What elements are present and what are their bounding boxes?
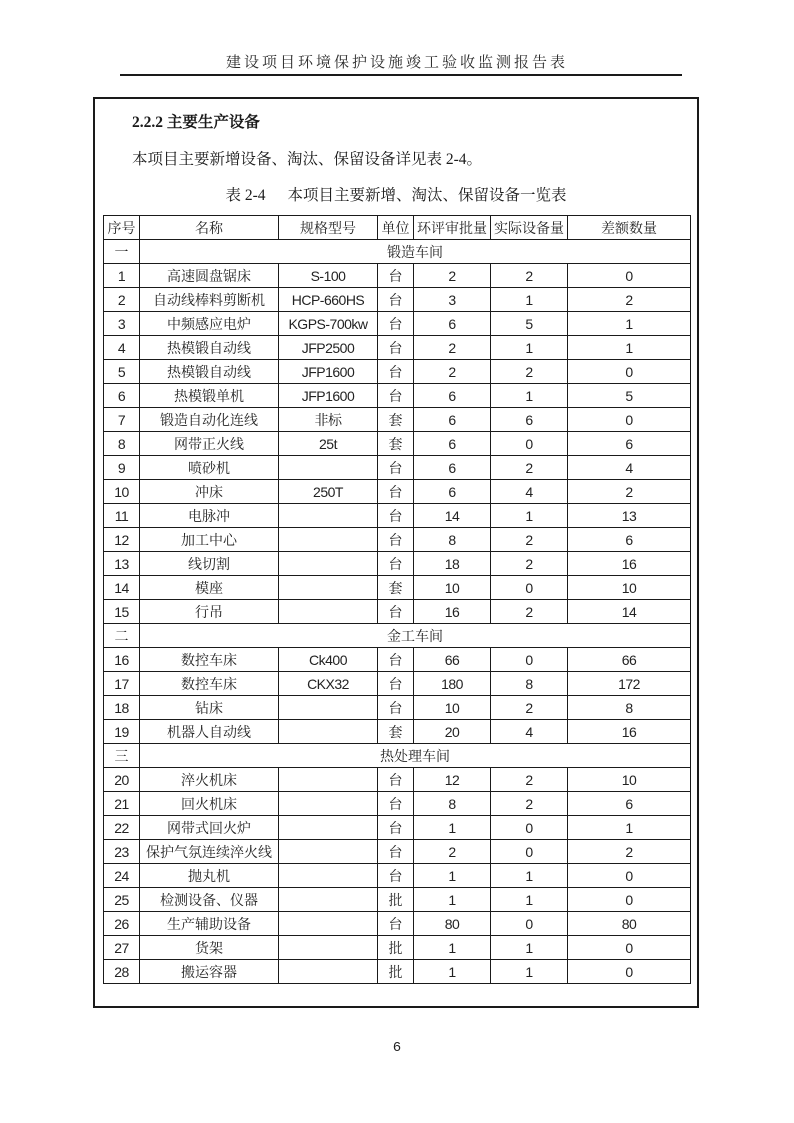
cell-diff: 0 [568, 264, 691, 288]
cell-no: 5 [104, 360, 140, 384]
content-box [93, 97, 699, 1008]
cell-spec: 非标 [279, 408, 378, 432]
cell-no: 7 [104, 408, 140, 432]
table-row [104, 840, 691, 864]
cell-spec [279, 816, 378, 840]
cell-unit: 台 [378, 456, 414, 480]
cell-diff: 0 [568, 936, 691, 960]
cell-name: 冲床 [140, 480, 279, 504]
cell-spec: KGPS-700kw [279, 312, 378, 336]
cell-spec [279, 888, 378, 912]
cell-approved: 12 [414, 768, 491, 792]
cell-no: 27 [104, 936, 140, 960]
cell-diff: 6 [568, 792, 691, 816]
cell-no: 8 [104, 432, 140, 456]
cell-actual: 0 [491, 576, 568, 600]
cell-unit: 台 [378, 672, 414, 696]
cell-unit: 台 [378, 600, 414, 624]
table-caption-title: 本项目主要新增、淘汰、保留设备一览表 [287, 187, 567, 204]
cell-diff: 16 [568, 552, 691, 576]
section-row [104, 744, 691, 768]
cell-unit: 台 [378, 840, 414, 864]
cell-spec [279, 792, 378, 816]
cell-diff: 0 [568, 864, 691, 888]
cell-diff: 10 [568, 576, 691, 600]
column-header-1: 名称 [140, 216, 279, 240]
cell-no: 26 [104, 912, 140, 936]
cell-diff: 0 [568, 960, 691, 984]
cell-name: 网带式回火炉 [140, 816, 279, 840]
cell-section-name: 锻造车间 [140, 240, 691, 264]
cell-name: 热模锻自动线 [140, 336, 279, 360]
cell-unit: 台 [378, 264, 414, 288]
cell-unit: 台 [378, 864, 414, 888]
cell-spec [279, 528, 378, 552]
cell-actual: 8 [491, 672, 568, 696]
cell-unit: 台 [378, 816, 414, 840]
cell-unit: 套 [378, 576, 414, 600]
cell-actual: 2 [491, 528, 568, 552]
cell-actual: 6 [491, 408, 568, 432]
cell-actual: 5 [491, 312, 568, 336]
cell-approved: 18 [414, 552, 491, 576]
table-row [104, 912, 691, 936]
column-header-5: 实际设备量 [491, 216, 568, 240]
cell-no: 14 [104, 576, 140, 600]
cell-name: 淬火机床 [140, 768, 279, 792]
cell-approved: 20 [414, 720, 491, 744]
equipment-table [103, 215, 691, 984]
cell-unit: 台 [378, 792, 414, 816]
cell-unit: 台 [378, 336, 414, 360]
cell-section-no: 二 [104, 624, 140, 648]
table-row [104, 528, 691, 552]
cell-approved: 80 [414, 912, 491, 936]
cell-spec: 250T [279, 480, 378, 504]
cell-approved: 66 [414, 648, 491, 672]
cell-actual: 2 [491, 768, 568, 792]
cell-spec: JFP1600 [279, 360, 378, 384]
cell-diff: 0 [568, 408, 691, 432]
cell-approved: 2 [414, 360, 491, 384]
table-header-row [104, 216, 691, 240]
cell-actual: 2 [491, 696, 568, 720]
table-row [104, 408, 691, 432]
cell-approved: 3 [414, 288, 491, 312]
table-row [104, 576, 691, 600]
cell-unit: 台 [378, 552, 414, 576]
cell-name: 生产辅助设备 [140, 912, 279, 936]
cell-no: 19 [104, 720, 140, 744]
cell-actual: 1 [491, 336, 568, 360]
table-row [104, 432, 691, 456]
cell-spec: S-100 [279, 264, 378, 288]
cell-actual: 1 [491, 960, 568, 984]
cell-diff: 66 [568, 648, 691, 672]
cell-spec: HCP-660HS [279, 288, 378, 312]
table-row [104, 672, 691, 696]
table-row [104, 792, 691, 816]
cell-no: 3 [104, 312, 140, 336]
table-row [104, 312, 691, 336]
page-number: 6 [392, 1040, 402, 1056]
cell-no: 11 [104, 504, 140, 528]
cell-actual: 2 [491, 792, 568, 816]
cell-no: 28 [104, 960, 140, 984]
cell-diff: 6 [568, 528, 691, 552]
column-header-0: 序号 [104, 216, 140, 240]
section-heading: 2.2.2 主要生产设备 [132, 114, 260, 131]
cell-approved: 6 [414, 408, 491, 432]
cell-spec [279, 768, 378, 792]
cell-actual: 1 [491, 936, 568, 960]
table-row [104, 936, 691, 960]
table-row [104, 720, 691, 744]
cell-section-name: 热处理车间 [140, 744, 691, 768]
table-row [104, 552, 691, 576]
cell-unit: 批 [378, 888, 414, 912]
cell-no: 25 [104, 888, 140, 912]
intro-paragraph: 本项目主要新增设备、淘汰、保留设备详见表 2-4。 [132, 151, 483, 168]
cell-actual: 2 [491, 360, 568, 384]
cell-name: 中频感应电炉 [140, 312, 279, 336]
cell-spec: 25t [279, 432, 378, 456]
cell-unit: 批 [378, 936, 414, 960]
cell-name: 数控车床 [140, 648, 279, 672]
cell-diff: 1 [568, 816, 691, 840]
cell-unit: 套 [378, 408, 414, 432]
cell-actual: 2 [491, 264, 568, 288]
cell-actual: 1 [491, 504, 568, 528]
cell-unit: 台 [378, 696, 414, 720]
table-row [104, 960, 691, 984]
cell-approved: 6 [414, 456, 491, 480]
table-row [104, 288, 691, 312]
section-row [104, 240, 691, 264]
cell-approved: 1 [414, 816, 491, 840]
cell-name: 电脉冲 [140, 504, 279, 528]
table-row [104, 504, 691, 528]
cell-no: 20 [104, 768, 140, 792]
cell-no: 17 [104, 672, 140, 696]
cell-actual: 1 [491, 888, 568, 912]
cell-actual: 2 [491, 456, 568, 480]
cell-name: 线切割 [140, 552, 279, 576]
column-header-3: 单位 [378, 216, 414, 240]
cell-spec [279, 696, 378, 720]
table-row [104, 768, 691, 792]
cell-approved: 2 [414, 264, 491, 288]
table-row [104, 600, 691, 624]
column-header-6: 差额数量 [568, 216, 691, 240]
cell-actual: 0 [491, 912, 568, 936]
cell-actual: 2 [491, 552, 568, 576]
cell-spec [279, 864, 378, 888]
cell-approved: 1 [414, 888, 491, 912]
cell-spec [279, 552, 378, 576]
cell-spec [279, 720, 378, 744]
cell-section-name: 金工车间 [140, 624, 691, 648]
cell-diff: 4 [568, 456, 691, 480]
cell-unit: 套 [378, 720, 414, 744]
cell-diff: 0 [568, 360, 691, 384]
cell-actual: 0 [491, 648, 568, 672]
cell-approved: 16 [414, 600, 491, 624]
cell-actual: 4 [491, 720, 568, 744]
table-row [104, 456, 691, 480]
cell-spec [279, 576, 378, 600]
cell-name: 行吊 [140, 600, 279, 624]
cell-unit: 台 [378, 312, 414, 336]
cell-approved: 6 [414, 480, 491, 504]
cell-actual: 0 [491, 816, 568, 840]
cell-unit: 批 [378, 960, 414, 984]
cell-no: 12 [104, 528, 140, 552]
cell-unit: 台 [378, 360, 414, 384]
cell-no: 18 [104, 696, 140, 720]
cell-actual: 1 [491, 384, 568, 408]
cell-diff: 6 [568, 432, 691, 456]
cell-diff: 1 [568, 312, 691, 336]
cell-unit: 台 [378, 648, 414, 672]
cell-approved: 2 [414, 336, 491, 360]
cell-diff: 0 [568, 888, 691, 912]
cell-actual: 2 [491, 600, 568, 624]
cell-diff: 13 [568, 504, 691, 528]
cell-name: 热模锻自动线 [140, 360, 279, 384]
cell-actual: 0 [491, 432, 568, 456]
cell-name: 喷砂机 [140, 456, 279, 480]
cell-name: 搬运容器 [140, 960, 279, 984]
cell-spec [279, 456, 378, 480]
column-header-4: 环评审批量 [414, 216, 491, 240]
cell-section-no: 一 [104, 240, 140, 264]
cell-name: 钻床 [140, 696, 279, 720]
cell-section-no: 三 [104, 744, 140, 768]
cell-approved: 14 [414, 504, 491, 528]
cell-no: 10 [104, 480, 140, 504]
cell-approved: 10 [414, 576, 491, 600]
cell-diff: 5 [568, 384, 691, 408]
cell-no: 13 [104, 552, 140, 576]
cell-approved: 180 [414, 672, 491, 696]
cell-no: 15 [104, 600, 140, 624]
cell-name: 自动线棒料剪断机 [140, 288, 279, 312]
cell-spec: JFP2500 [279, 336, 378, 360]
cell-spec [279, 840, 378, 864]
cell-spec [279, 504, 378, 528]
cell-name: 锻造自动化连线 [140, 408, 279, 432]
table-row [104, 480, 691, 504]
cell-approved: 1 [414, 936, 491, 960]
cell-no: 2 [104, 288, 140, 312]
cell-spec [279, 912, 378, 936]
cell-name: 抛丸机 [140, 864, 279, 888]
cell-no: 21 [104, 792, 140, 816]
table-caption-label: 表 2-4 [225, 187, 266, 204]
cell-diff: 172 [568, 672, 691, 696]
cell-approved: 1 [414, 960, 491, 984]
table-row [104, 384, 691, 408]
cell-unit: 套 [378, 432, 414, 456]
table-row [104, 888, 691, 912]
cell-unit: 台 [378, 288, 414, 312]
cell-name: 热模锻单机 [140, 384, 279, 408]
cell-name: 保护气氛连续淬火线 [140, 840, 279, 864]
cell-unit: 台 [378, 528, 414, 552]
cell-diff: 14 [568, 600, 691, 624]
cell-unit: 台 [378, 480, 414, 504]
cell-spec: CKX32 [279, 672, 378, 696]
cell-diff: 2 [568, 840, 691, 864]
table-row [104, 360, 691, 384]
cell-approved: 6 [414, 312, 491, 336]
cell-diff: 1 [568, 336, 691, 360]
cell-unit: 台 [378, 504, 414, 528]
cell-no: 23 [104, 840, 140, 864]
cell-approved: 6 [414, 384, 491, 408]
table-row [104, 864, 691, 888]
cell-approved: 8 [414, 792, 491, 816]
cell-name: 检测设备、仪器 [140, 888, 279, 912]
cell-approved: 10 [414, 696, 491, 720]
cell-spec: JFP1600 [279, 384, 378, 408]
cell-approved: 2 [414, 840, 491, 864]
cell-actual: 1 [491, 864, 568, 888]
cell-no: 16 [104, 648, 140, 672]
document-header-title: 建设项目环境保护设施竣工验收监测报告表 [225, 55, 568, 71]
cell-unit: 台 [378, 384, 414, 408]
column-header-2: 规格型号 [279, 216, 378, 240]
table-row [104, 264, 691, 288]
cell-spec [279, 600, 378, 624]
cell-name: 回火机床 [140, 792, 279, 816]
cell-diff: 16 [568, 720, 691, 744]
cell-name: 货架 [140, 936, 279, 960]
cell-approved: 8 [414, 528, 491, 552]
cell-unit: 台 [378, 912, 414, 936]
cell-unit: 台 [378, 768, 414, 792]
cell-actual: 0 [491, 840, 568, 864]
cell-actual: 1 [491, 288, 568, 312]
cell-name: 加工中心 [140, 528, 279, 552]
table-row [104, 336, 691, 360]
section-row [104, 624, 691, 648]
table-row [104, 696, 691, 720]
cell-no: 1 [104, 264, 140, 288]
cell-diff: 10 [568, 768, 691, 792]
cell-no: 9 [104, 456, 140, 480]
table-body [104, 240, 691, 984]
cell-actual: 4 [491, 480, 568, 504]
cell-diff: 2 [568, 288, 691, 312]
cell-spec: Ck400 [279, 648, 378, 672]
cell-name: 模座 [140, 576, 279, 600]
table-caption [95, 183, 697, 205]
table-row [104, 816, 691, 840]
cell-name: 高速圆盘锯床 [140, 264, 279, 288]
cell-no: 24 [104, 864, 140, 888]
table-row [104, 648, 691, 672]
cell-diff: 2 [568, 480, 691, 504]
header-divider [120, 74, 682, 76]
cell-name: 网带正火线 [140, 432, 279, 456]
cell-diff: 8 [568, 696, 691, 720]
cell-no: 4 [104, 336, 140, 360]
cell-name: 机器人自动线 [140, 720, 279, 744]
table-header [104, 216, 691, 240]
cell-name: 数控车床 [140, 672, 279, 696]
cell-diff: 80 [568, 912, 691, 936]
cell-no: 6 [104, 384, 140, 408]
cell-spec [279, 936, 378, 960]
cell-no: 22 [104, 816, 140, 840]
cell-approved: 6 [414, 432, 491, 456]
cell-approved: 1 [414, 864, 491, 888]
cell-spec [279, 960, 378, 984]
